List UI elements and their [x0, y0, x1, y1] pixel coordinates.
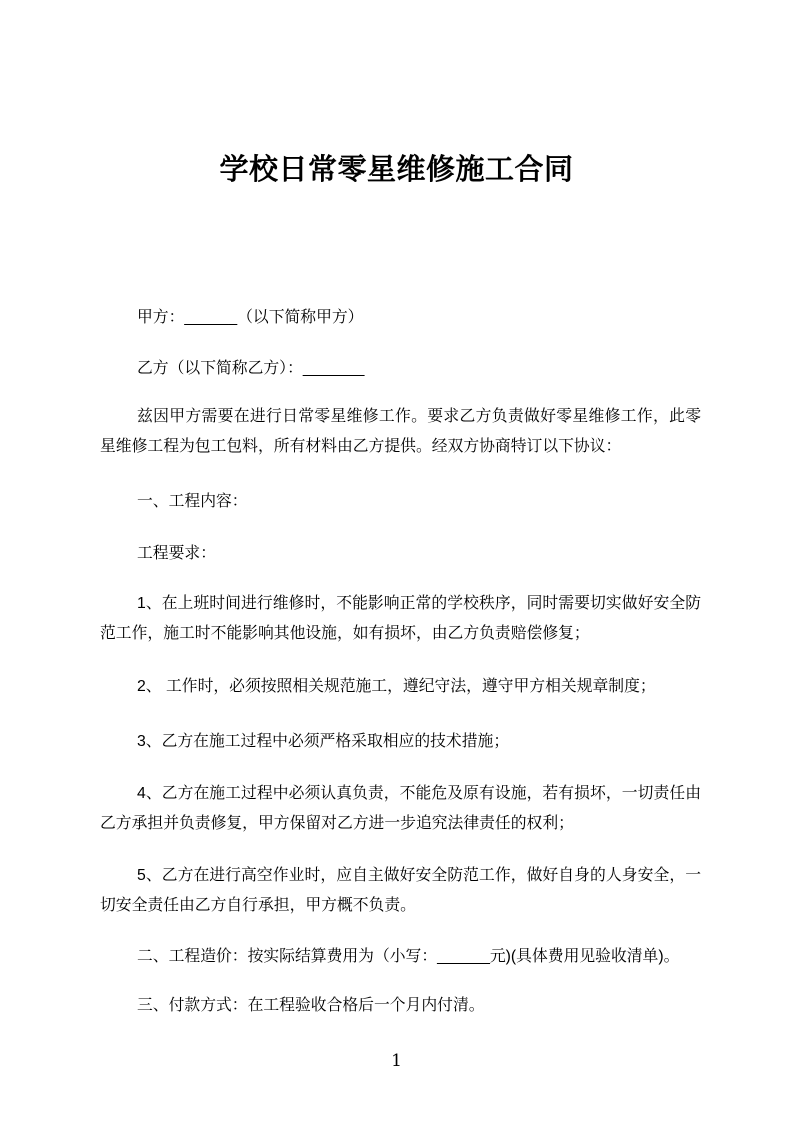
section-1-heading: 一、工程内容：	[137, 492, 248, 510]
clause-1: 1、在上班时间进行维修时，不能影响正常的学校秩序，同时需要切实做好安全防范工作，施工时不能影响其他设施，如有损坏，由乙方负责赔偿修复；	[100, 594, 701, 642]
clause-4: 4、乙方在施工过程中必须认真负责，不能危及原有设施，若有损坏，一切责任由乙方承担并负责修复，甲方保留对乙方进一步追究法律责任的权利；	[100, 784, 701, 832]
clause-3: 3、乙方在施工过程中必须严格采取相应的技术措施；	[137, 732, 510, 750]
project-cost-line: 二、工程造价：按实际结算费用为（小写：______元)(具体费用见验收清单)。	[137, 947, 680, 965]
party-b-line: 乙方（以下简称乙方）：_______	[137, 359, 365, 377]
party-a-line: 甲方：______（以下简称甲方）	[137, 308, 364, 326]
document-title: 学校日常零星维修施工合同	[219, 154, 574, 187]
page-number: 1	[391, 1051, 402, 1071]
payment-terms-line: 三、付款方式：在工程验收合格后一个月内付清。	[137, 996, 485, 1014]
requirements-heading: 工程要求：	[137, 544, 216, 562]
intro-paragraph: 兹因甲方需要在进行日常零星维修工作。要求乙方负责做好零星维修工作，此零星维修工程为包工包料，所有材料由乙方提供。经双方协商特订以下协议：	[100, 407, 701, 455]
clause-5: 5、乙方在进行高空作业时，应自主做好安全防范工作，做好自身的人身安全，一切安全责任由乙方自行承担，甲方概不负责。	[100, 866, 701, 914]
clause-2: 2、 工作时，必须按照相关规范施工，遵纪守法，遵守甲方相关规章制度；	[137, 677, 656, 695]
